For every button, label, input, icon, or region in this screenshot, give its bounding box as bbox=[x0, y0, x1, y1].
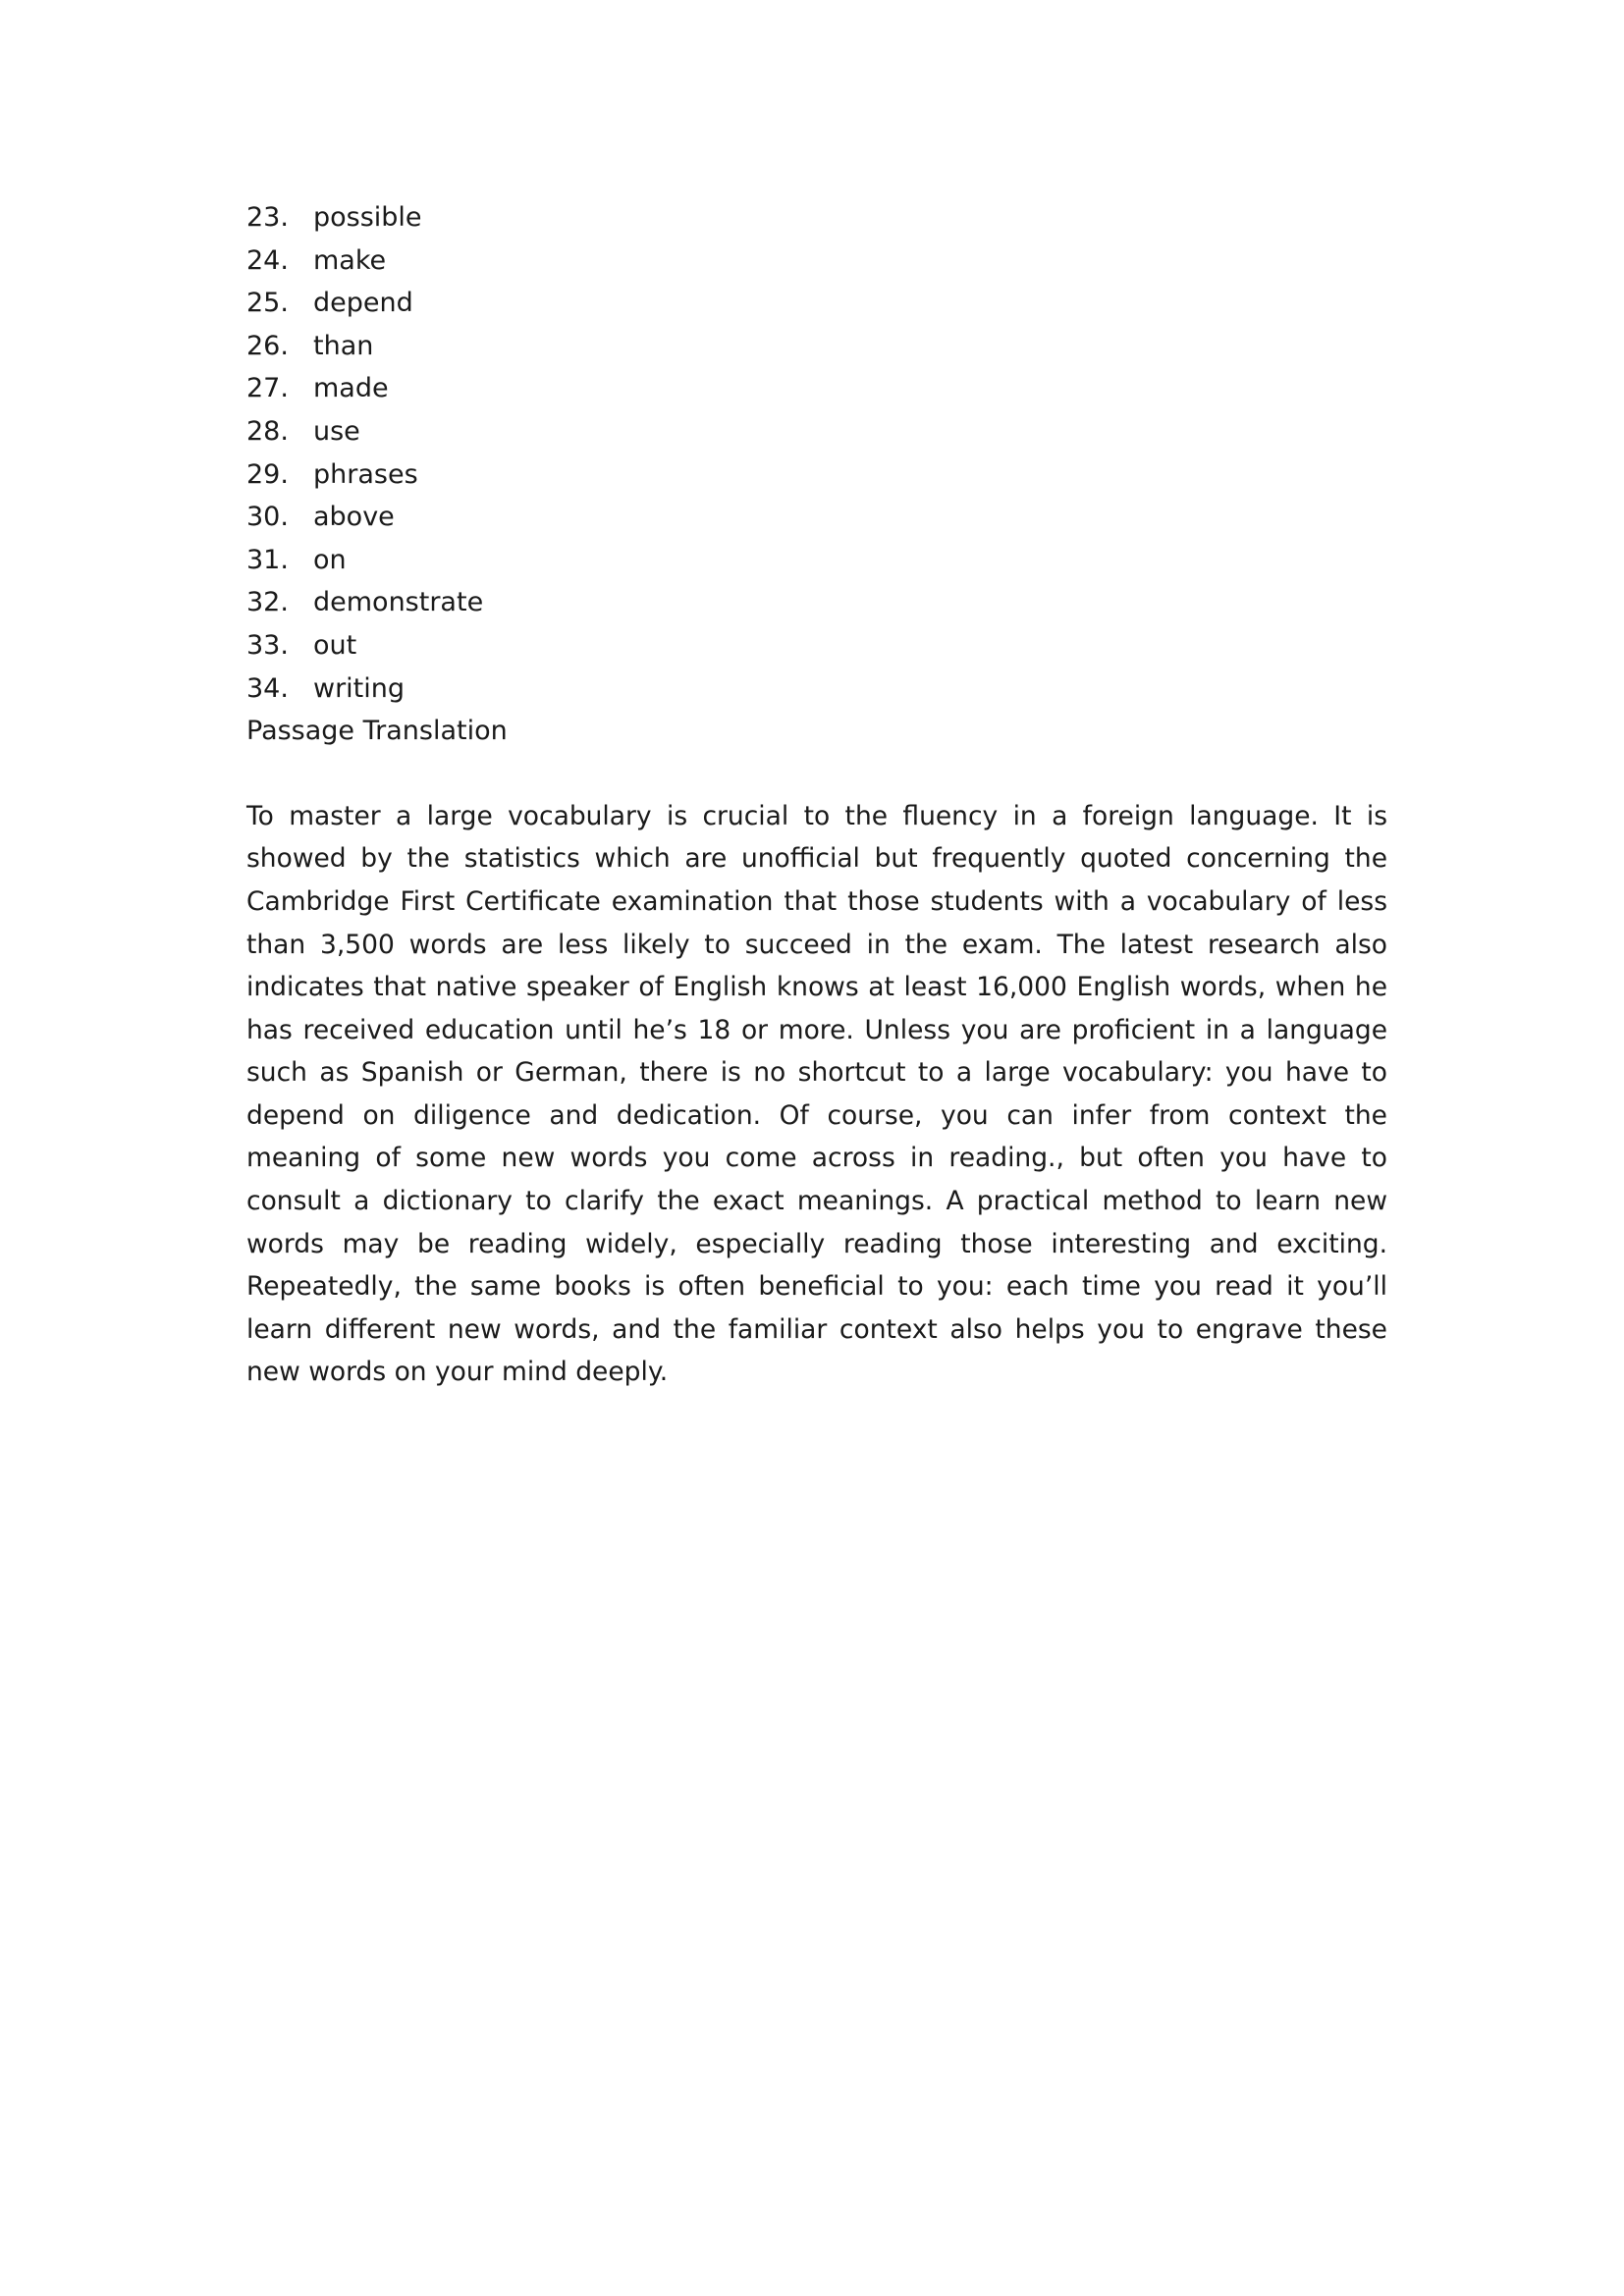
answer-word: use bbox=[313, 415, 360, 447]
answer-number: 31. bbox=[246, 544, 289, 575]
answer-word: make bbox=[313, 244, 387, 276]
answer-item bbox=[246, 282, 1387, 325]
answer-word: made bbox=[313, 373, 389, 404]
answer-number: 26. bbox=[246, 330, 289, 361]
answer-item bbox=[246, 667, 1387, 711]
answer-item bbox=[246, 325, 1387, 368]
answer-item bbox=[246, 454, 1387, 497]
answer-word: depend bbox=[313, 288, 413, 319]
answer-item bbox=[246, 581, 1387, 624]
answer-number: 32. bbox=[246, 587, 289, 618]
answer-number: 28. bbox=[246, 415, 289, 447]
answer-number: 33. bbox=[246, 629, 289, 661]
section-heading: Passage Translation bbox=[246, 716, 508, 747]
answer-number: 29. bbox=[246, 458, 289, 490]
answer-item bbox=[246, 624, 1387, 667]
answer-word: on bbox=[313, 544, 347, 575]
answer-list bbox=[246, 196, 1387, 710]
answer-number: 30. bbox=[246, 502, 289, 533]
page-content bbox=[246, 196, 1387, 1394]
passage-paragraph: To master a large vocabulary is crucial to the fluency in a foreign language. It is showed by the statistics which are unofficial but frequently quoted concerning the Cambridge First Certificate examination that those students with a vocabulary of less than 3,500 words are less likely to succeed in the exam. The latest research also indicates that native speaker of English knows at least 16,000 English words, when he has received education until he’s 18 or more. Unless you are proficient in a language such as Spanish or German, there is no shortcut to a large vocabulary: you have to depend on diligence and dedication. Of course, you can infer from context the meaning of some new words you come across in reading., but often you have to consult a dictionary to clarify the exact meanings. A practical method to learn new words may be reading widely, especially reading those interesting and exciting. Repeatedly, the same books is often beneficial to you: each time you read it you’ll learn different new words, and the familiar context also helps you to engrave these new words on your mind deeply. bbox=[246, 800, 1387, 1388]
answer-word: out bbox=[313, 629, 357, 661]
answer-word: writing bbox=[313, 672, 406, 704]
answer-word: possible bbox=[313, 202, 422, 233]
answer-number: 27. bbox=[246, 373, 289, 404]
answer-item bbox=[246, 367, 1387, 410]
answer-number: 34. bbox=[246, 672, 289, 704]
answer-number: 23. bbox=[246, 202, 289, 233]
answer-word: above bbox=[313, 502, 395, 533]
answer-item bbox=[246, 240, 1387, 283]
answer-item bbox=[246, 196, 1387, 240]
answer-number: 25. bbox=[246, 288, 289, 319]
answer-word: than bbox=[313, 330, 374, 361]
answer-item bbox=[246, 496, 1387, 539]
answer-word: phrases bbox=[313, 458, 418, 490]
answer-item bbox=[246, 539, 1387, 582]
answer-number: 24. bbox=[246, 244, 289, 276]
answer-word: demonstrate bbox=[313, 587, 484, 618]
answer-item bbox=[246, 410, 1387, 454]
